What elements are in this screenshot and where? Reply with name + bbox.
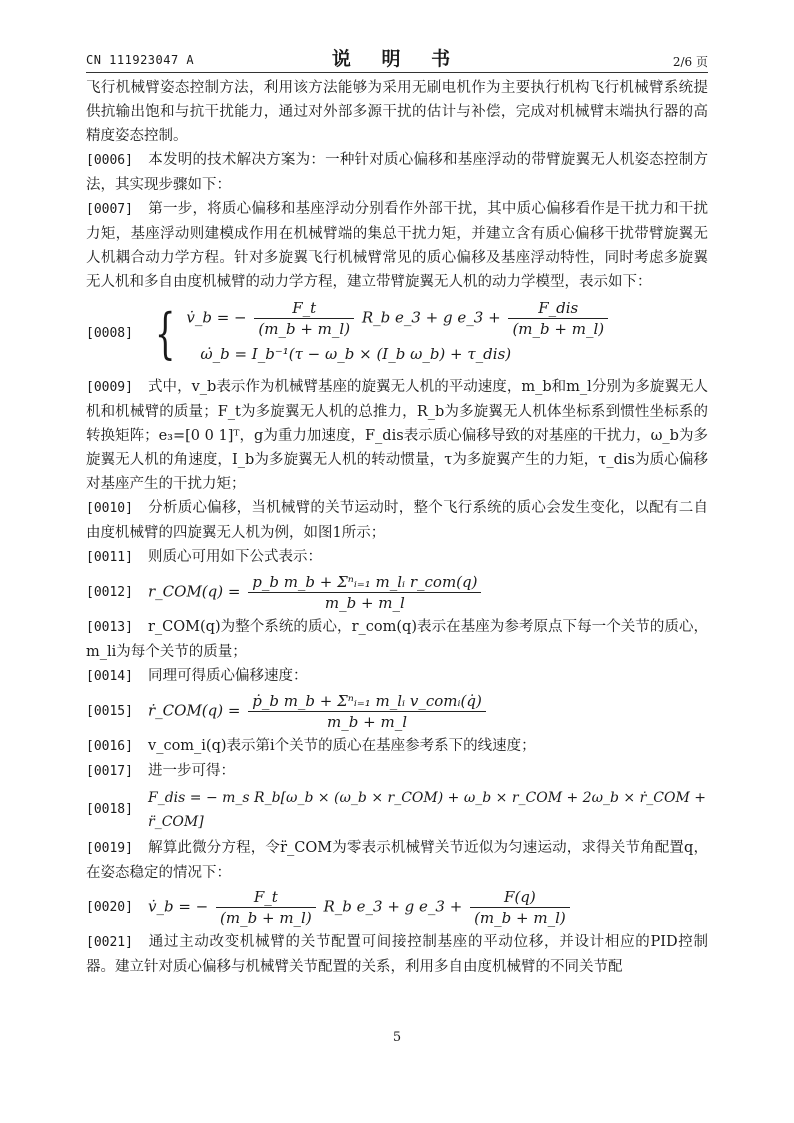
- paragraph-0009: [86, 375, 708, 496]
- paragraph-0007: [86, 197, 708, 294]
- publication-number: CN 111923047 A: [86, 53, 195, 67]
- document-body: [86, 76, 708, 979]
- fraction: $\frac{F\_t}{(m\_b + m\_l)}$: [216, 887, 316, 928]
- paragraph-text: r_COM(q)为整个系统的质心，r_com(q)表示在基座为参考原点下每一个关节的质心，m_li为每个关节的质量；: [86, 619, 708, 660]
- document-title: 说 明 书: [331, 48, 463, 70]
- paragraph-0021: [86, 930, 708, 979]
- paragraph-text: 进一步可得：: [148, 763, 235, 779]
- fraction: $\frac{\text{ṗ\_b m\_b + Σⁿᵢ₌₁ m\_lᵢ v\_comᵢ(q̇)}}{m\_b + m\_l}$: [248, 691, 486, 732]
- paragraph-text: v_com_i(q)表示第i个关节的质心在基座参考系下的线速度；: [148, 738, 536, 754]
- paragraph-number: [0014]: [86, 669, 133, 684]
- formula-0020: [86, 887, 708, 928]
- paragraph-text: 式中，v_b表示作为机械臂基座的旋翼无人机的平动速度，m_b和m_l分别为多旋翼无人机和机械臂的质量；F_t为多旋翼无人机的总推力，R_b为多旋翼无人机体坐标系到惯性坐标系的转换矩阵；e₃=[0 0 1]ᵀ，g为重力加速度，F_dis表示质心偏移导致的对基座的干扰力，ω_b为多旋翼无人机的角速度，I_b为多旋翼无人机的转动惯量，τ为多旋翼产生的力矩，τ_dis为质心偏移对基座产生的干扰力矩；: [86, 379, 708, 492]
- paragraph-0017: [86, 759, 708, 784]
- equation-line-1: v̇_b = − $\frac{F\_t}{(m\_b + m\_l)}$ R_b e_3 + g e_3 + $\frac{\text{F\_dis}}{(m\_b + m\_l)}$: [186, 298, 611, 339]
- paragraph-intro: 飞行机械臂姿态控制方法，利用该方法能够为采用无刷电机作为主要执行机构飞行机械臂系统提供抗输出饱和与抗干扰能力，通过对外部多源干扰的估计与补偿，完成对机械臂末端执行器的高精度姿态控制。: [86, 80, 708, 144]
- header-rule: [86, 72, 708, 73]
- paragraph-text: 通过主动改变机械臂的关节配置可间接控制基座的平动位移，并设计相应的PID控制器。建立针对质心偏移与机械臂关节配置的关系，利用多自由度机械臂的不同关节配: [86, 934, 708, 975]
- paragraph-number: [0009]: [86, 380, 133, 395]
- paragraph-text: 第一步，将质心偏移和基座浮动分别看作外部干扰，其中质心偏移看作是干扰力和干扰力矩，基座浮动则建模成作用在机械臂端的集总干扰力矩，并建立含有质心偏移干扰带臂旋翼无人机耦合动力学方程。针对多旋翼飞行机械臂常见的质心偏移及基座浮动特性，同时考虑多旋翼无人机和多自由度机械臂的动力学方程，建立带臂旋翼无人机的动力学模型，表示如下：: [86, 201, 708, 290]
- page-number: 5: [392, 1030, 402, 1045]
- paragraph-0013: [86, 615, 708, 664]
- paragraph-number: [0006]: [86, 153, 133, 168]
- paragraph-number: [0012]: [86, 584, 133, 600]
- paragraph-0006: [86, 148, 708, 197]
- paragraph-number: [0013]: [86, 620, 133, 635]
- equation-system: [148, 298, 611, 369]
- paragraph-number: [0019]: [86, 841, 133, 856]
- paragraph-text: 本发明的技术解决方案为：一种针对质心偏移和基座浮动的带臂旋翼无人机姿态控制方法，其实现步骤如下：: [86, 152, 708, 193]
- paragraph-0014: [86, 664, 708, 689]
- paragraph-number: [0017]: [86, 764, 133, 779]
- paragraph-text: 解算此微分方程，令r̈_COM为零表示机械臂关节近似为匀速运动，求得关节角配置q，在姿态稳定的情况下：: [86, 840, 708, 881]
- equation-line-2: ω̇_b = I_b⁻¹(τ − ω_b × (I_b ω_b) + τ_dis): [200, 345, 512, 363]
- formula-0012: [86, 572, 708, 613]
- equation: v̇_b = − $\frac{F\_t}{(m\_b + m\_l)}$ R_b e_3 + g e_3 + $\frac{F(q)}{(m\_b + m\_l)}$: [148, 887, 573, 928]
- formula-0018: [86, 786, 708, 834]
- paragraph-number: [0015]: [86, 703, 133, 719]
- paragraph-number: [0010]: [86, 501, 133, 516]
- formula-0008: [86, 298, 708, 369]
- paragraph-number: [0011]: [86, 550, 133, 565]
- paragraph-text: 同理可得质心偏移速度：: [148, 668, 308, 684]
- equation: F_dis = − m_s R_b[ω_b × (ω_b × r_COM) + ω_b × r_COM + 2ω_b × ṙ_COM + r̈_COM]: [148, 790, 706, 830]
- paragraph-number: [0020]: [86, 899, 133, 915]
- paragraph-number: [0018]: [86, 802, 133, 817]
- paragraph-0019: [86, 836, 708, 885]
- paragraph-0010: [86, 496, 708, 545]
- fraction: $\frac{\text{p\_b m\_b + Σⁿᵢ₌₁ m\_lᵢ r\_com(q)}}{m\_b + m\_l}$: [248, 572, 481, 613]
- paragraph-0011: [86, 545, 708, 570]
- paragraph-number: [0021]: [86, 935, 133, 950]
- equation: r_COM(q) = $\frac{\text{p\_b m\_b + Σⁿᵢ₌₁ m\_lᵢ r\_com(q)}}{m\_b + m\_l}$: [148, 572, 484, 613]
- paragraph-text: 则质心可用如下公式表示：: [148, 549, 322, 565]
- paragraph-number: [0016]: [86, 739, 133, 754]
- fraction: $\frac{F\_t}{(m\_b + m\_l)}$: [254, 298, 354, 339]
- paragraph-number: [0008]: [86, 325, 133, 341]
- paragraph-0016: [86, 734, 708, 759]
- fraction: $\frac{\text{F\_dis}}{(m\_b + m\_l)}$: [508, 298, 608, 339]
- equation: ṙ_COM(q) = $\frac{\text{ṗ\_b m\_b + Σⁿᵢ₌₁ m\_lᵢ v\_comᵢ(q̇)}}{m\_b + m\_l}$: [148, 691, 489, 732]
- page-indicator: 2/6 页: [672, 55, 708, 69]
- left-brace: {: [154, 301, 176, 365]
- fraction: $\frac{F(q)}{(m\_b + m\_l)}$: [470, 887, 570, 928]
- page-header: [86, 44, 708, 72]
- paragraph-text: 分析质心偏移，当机械臂的关节运动时，整个飞行系统的质心会发生变化，以配有二自由度机械臂的四旋翼无人机为例，如图1所示；: [86, 500, 708, 541]
- paragraph-number: [0007]: [86, 202, 133, 217]
- formula-0015: [86, 691, 708, 732]
